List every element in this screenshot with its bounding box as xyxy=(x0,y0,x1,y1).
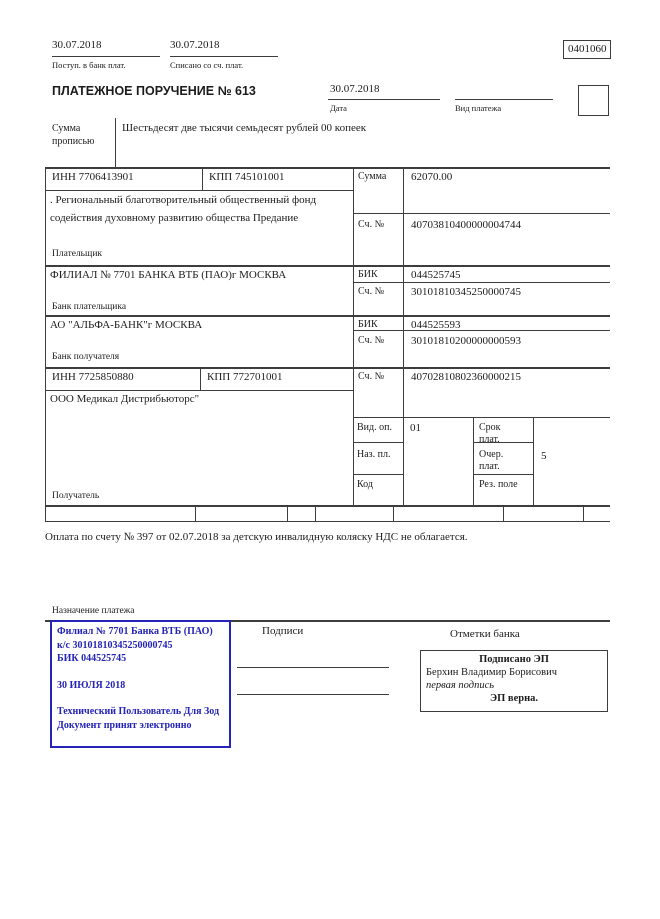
payer-account: 40703810400000004744 xyxy=(411,219,521,231)
stamp-bank-name: Филиал № 7701 Банка ВТБ (ПАО) xyxy=(57,626,213,637)
payer-account-label: Сч. № xyxy=(358,219,385,230)
document-title: ПЛАТЕЖНОЕ ПОРУЧЕНИЕ № 613 xyxy=(52,84,256,98)
payer-section-label: Плательщик xyxy=(52,249,103,259)
bank-marks-heading: Отметки банка xyxy=(450,628,520,640)
table-label-divider xyxy=(403,167,404,505)
form-code-box xyxy=(563,40,611,59)
beneficiary-name: ООО Медикал Дистрибьюторс" xyxy=(50,393,200,405)
form-code: 0401060 xyxy=(568,43,607,55)
beneficiary-account-label: Сч. № xyxy=(358,371,385,382)
op-row-line-left-2 xyxy=(353,474,403,475)
priority-label: Очер. плат. xyxy=(479,449,504,472)
stamp-corr-account: к/с 30101810345250000745 xyxy=(57,639,173,651)
code-row-v0 xyxy=(45,505,46,521)
op-type-label: Вид. оп. xyxy=(357,422,392,433)
payer-bank-bik-line xyxy=(353,282,610,283)
code-row-v3 xyxy=(315,505,316,521)
stamp-gap-2 xyxy=(57,692,224,705)
signature-line-1 xyxy=(237,667,389,668)
payer-inn-row-line xyxy=(45,190,353,191)
table-mid-divider xyxy=(353,167,354,505)
beneficiary-kpp: КПП 772701001 xyxy=(207,371,283,383)
op-row-line-left-1 xyxy=(353,442,403,443)
payer-bank-account-label: Сч. № xyxy=(358,286,385,297)
code-row-v6 xyxy=(583,505,584,521)
payer-inn: ИНН 7706413901 xyxy=(52,171,134,183)
amount-in-words-value: Шестьдесят две тысячи семьдесят рублей 00 копеек xyxy=(122,122,367,134)
received-date-underline xyxy=(52,56,160,57)
payer-bank-bik-label: БИК xyxy=(358,269,378,280)
date-label: Дата xyxy=(330,103,347,113)
debited-date: 30.07.2018 xyxy=(170,39,220,51)
stamp-date: 30 ИЮЛЯ 2018 xyxy=(57,679,126,691)
received-in-bank-date: 30.07.2018 xyxy=(52,39,102,51)
op-type-value: 01 xyxy=(410,422,421,434)
op-block-divider-1 xyxy=(473,417,474,505)
beneficiary-inn: ИНН 7725850880 xyxy=(52,371,134,383)
ep-verified-text: ЭП верна. xyxy=(489,693,538,704)
table-bottom-line xyxy=(45,505,610,507)
table-top-line xyxy=(45,167,610,169)
stamp-accepted: Документ принят электронно xyxy=(57,719,192,731)
signature-kind: первая подпись xyxy=(426,680,495,691)
payer-bank-name: ФИЛИАЛ № 7701 БАНКА ВТБ (ПАО)г МОСКВА xyxy=(50,269,287,281)
beneficiary-bank-bik: 044525593 xyxy=(411,319,461,331)
bank-stamp xyxy=(50,620,231,748)
payer-bank-bik: 044525745 xyxy=(411,269,461,281)
beneficiary-bank-name: АО "АЛЬФА-БАНК"г МОСКВА xyxy=(50,319,203,331)
bank-marks-box xyxy=(420,650,608,712)
beneficiary-bank-section-label: Банк получателя xyxy=(52,352,120,362)
beneficiary-bank-bik-line xyxy=(353,330,610,331)
payer-section-line xyxy=(45,265,610,267)
inn-kpp-divider-beneficiary xyxy=(200,367,201,390)
code-row-v1 xyxy=(195,505,196,521)
op-block-top-line xyxy=(353,417,610,418)
signature-line-2 xyxy=(237,694,389,695)
purpose-code-label: Наз. пл. xyxy=(357,449,391,460)
sum-value: 62070.00 xyxy=(411,171,453,183)
beneficiary-bank-section-line xyxy=(45,367,610,369)
beneficiary-account: 40702810802360000215 xyxy=(411,371,521,383)
date-underline xyxy=(328,99,440,100)
stamp-user: Технический Пользователь Для Зод xyxy=(57,706,220,717)
due-date-label: Срок плат. xyxy=(479,422,501,445)
code-label: Код xyxy=(357,479,373,490)
sum-label: Сумма xyxy=(358,171,387,182)
op-block-divider-2 xyxy=(533,417,534,505)
payment-type-underline xyxy=(455,99,553,100)
payment-type-label: Вид платежа xyxy=(455,103,502,113)
beneficiary-section-label: Получатель xyxy=(52,491,100,501)
amount-words-divider xyxy=(115,118,116,167)
code-row-bottom-line xyxy=(45,521,610,522)
op-row-line-right-2 xyxy=(473,474,533,475)
beneficiary-bank-bik-label: БИК xyxy=(358,319,378,330)
payer-bank-account: 30101810345250000745 xyxy=(411,286,521,298)
code-row-v4 xyxy=(393,505,394,521)
debited-label: Списано со сч. плат. xyxy=(170,60,244,70)
stamp-bik: БИК 044525745 xyxy=(57,653,127,664)
signed-ep-title: Подписано ЭП xyxy=(479,654,549,665)
reserve-label: Рез. поле xyxy=(479,479,518,490)
stamp-gap-1 xyxy=(57,666,224,679)
amount-in-words-label: Сумма прописью xyxy=(52,123,95,147)
code-row-v5 xyxy=(503,505,504,521)
payer-kpp: КПП 745101001 xyxy=(209,171,285,183)
priority-value: 5 xyxy=(541,450,547,462)
signer-name: Берхин Владимир Борисович xyxy=(426,667,557,678)
document-date: 30.07.2018 xyxy=(330,83,380,95)
beneficiary-inn-row-line xyxy=(45,390,353,391)
beneficiary-bank-account: 30101810200000000593 xyxy=(411,335,521,347)
sum-row-line xyxy=(353,213,610,214)
table-left-border xyxy=(45,167,46,505)
inn-kpp-divider-payer xyxy=(202,167,203,190)
payer-name: . Региональный благотворительный общественный фонд содействия духовному развитию общества Предание xyxy=(50,194,317,224)
purpose-label: Назначение платежа xyxy=(52,606,135,616)
received-in-bank-label: Поступ. в банк плат. xyxy=(52,60,126,70)
code-row-v2 xyxy=(287,505,288,521)
signatures-heading: Подписи xyxy=(262,625,304,637)
debited-date-underline xyxy=(170,56,278,57)
payer-bank-section-line xyxy=(45,315,610,317)
purpose-text: Оплата по счету № 397 от 02.07.2018 за детскую инвалидную коляску НДС не облагается. xyxy=(45,531,468,543)
payment-type-box xyxy=(578,85,609,116)
payer-bank-section-label: Банк плательщика xyxy=(52,302,127,312)
beneficiary-bank-account-label: Сч. № xyxy=(358,335,385,346)
